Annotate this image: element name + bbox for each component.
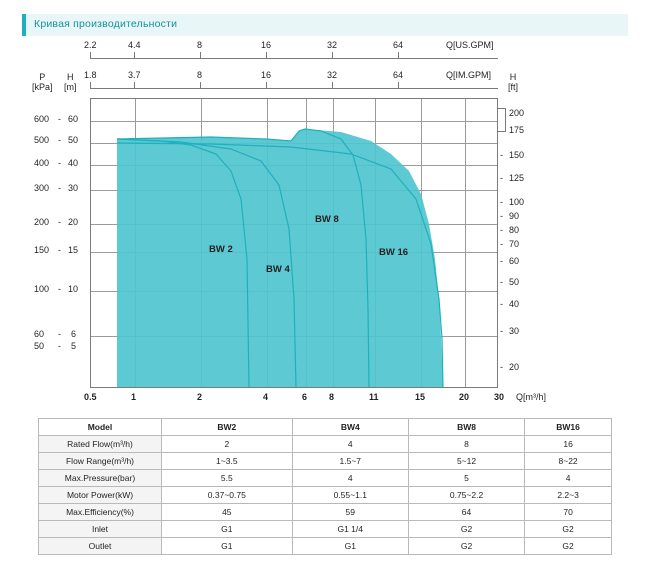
label-us-4: 16	[261, 40, 272, 50]
table-row	[39, 487, 612, 504]
dash-r-8: -	[500, 239, 503, 249]
cell-motor-power-bw8: 0.75~2.2	[408, 487, 524, 504]
label-ft-70: 70	[509, 239, 520, 249]
label-kpa-200: 200	[34, 217, 50, 227]
label-ft-20: 20	[509, 362, 520, 372]
axis-unit-ft: [ft]	[508, 82, 519, 92]
label-kpa-100: 100	[34, 284, 50, 294]
label-q-11: 11	[369, 392, 379, 402]
dash-r-5: -	[500, 197, 503, 207]
label-ft-90: 90	[509, 211, 520, 221]
label-m-15: 15	[68, 245, 79, 255]
cell-inlet-bw16: G2	[525, 521, 612, 538]
table-row	[39, 470, 612, 487]
label-ft-100: 100	[509, 197, 525, 207]
tick-us-4	[266, 52, 267, 58]
table-row	[39, 521, 612, 538]
row-label-motor-power: Motor Power(kW)	[39, 487, 162, 504]
header-accent-bar	[22, 14, 26, 36]
axis-line-us-gpm	[90, 58, 498, 59]
cell-outlet-bw4: G1	[292, 538, 408, 555]
cell-outlet-bw2: G1	[162, 538, 293, 555]
dash-5: -	[58, 217, 61, 227]
curve-label-bw2: BW 2	[209, 244, 233, 255]
dash-r-10: -	[500, 277, 503, 287]
cell-max-efficiency-bw2: 45	[162, 504, 293, 521]
curve-label-bw8: BW 8	[315, 214, 339, 225]
axis-name-h-right: H	[509, 72, 517, 82]
axis-name-p: P	[39, 72, 46, 82]
label-kpa-400: 400	[34, 158, 50, 168]
label-m-5: 5	[71, 341, 77, 351]
table-header-row	[39, 419, 612, 436]
cell-max-pressure-bw2: 5.5	[162, 470, 293, 487]
section-header	[22, 14, 628, 36]
label-kpa-500: 500	[34, 135, 50, 145]
label-im-2: 3.7	[128, 70, 141, 80]
label-ft-175: 175	[509, 125, 525, 135]
tick-im-1	[90, 82, 91, 88]
dash-r-6: -	[500, 211, 503, 221]
label-m-30: 30	[68, 183, 79, 193]
cell-flow-range-bw4: 1.5~7	[292, 453, 408, 470]
dash-r-13: -	[500, 362, 503, 372]
label-m-50: 50	[68, 135, 79, 145]
label-q-20: 20	[459, 392, 470, 402]
table-row	[39, 538, 612, 555]
dash-1: -	[58, 114, 61, 124]
label-us-5: 32	[327, 40, 338, 50]
tick-im-3	[200, 82, 201, 88]
tick-us-5	[332, 52, 333, 58]
label-us-1: 2.2	[84, 40, 97, 50]
tick-im-4	[266, 82, 267, 88]
cell-inlet-bw2: G1	[162, 521, 293, 538]
label-kpa-50: 50	[34, 341, 45, 351]
label-kpa-600: 600	[34, 114, 50, 124]
row-label-max-pressure: Max.Pressure(bar)	[39, 470, 162, 487]
dash-r-3: -	[500, 150, 503, 160]
tick-us-2	[134, 52, 135, 58]
cell-rated-flow-bw8: 8	[408, 436, 524, 453]
dash-9: -	[58, 341, 61, 351]
row-label-inlet: Inlet	[39, 521, 162, 538]
row-label-flow-range: Flow Range(m³/h)	[39, 453, 162, 470]
cell-motor-power-bw16: 2.2~3	[525, 487, 612, 504]
label-ft-30: 30	[509, 326, 520, 336]
axis-unit-kpa: [kPa]	[32, 82, 53, 92]
curve-svg	[91, 99, 498, 388]
table-header-bw2: BW2	[162, 419, 293, 436]
dash-r-4: -	[500, 173, 503, 183]
table-header-bw4: BW4	[292, 419, 408, 436]
table-row	[39, 436, 612, 453]
axis-line-im-gpm	[90, 88, 498, 89]
axis-label-h-ft	[508, 72, 518, 92]
plot-area	[90, 98, 498, 388]
label-us-6: 64	[393, 40, 404, 50]
cell-flow-range-bw8: 5~12	[408, 453, 524, 470]
dash-r-7: -	[500, 225, 503, 235]
axis-label-h-m	[64, 72, 77, 92]
label-us-2: 4.4	[128, 40, 141, 50]
label-ft-50: 50	[509, 277, 520, 287]
label-ft-125: 125	[509, 173, 525, 183]
curve-label-bw16: BW 16	[379, 247, 409, 258]
dash-4: -	[58, 183, 61, 193]
label-q-6: 6	[302, 392, 308, 402]
cell-motor-power-bw4: 0.55~1.1	[292, 487, 408, 504]
row-label-max-efficiency: Max.Efficiency(%)	[39, 504, 162, 521]
cell-max-efficiency-bw16: 70	[525, 504, 612, 521]
axis-label-im-gpm: Q[IM.GPM]	[446, 70, 491, 80]
tick-us-1	[90, 52, 91, 58]
cell-max-efficiency-bw4: 59	[292, 504, 408, 521]
label-ft-40: 40	[509, 299, 520, 309]
label-q-8: 8	[329, 392, 335, 402]
axis-label-q-m3h: Q[m³/h]	[516, 392, 547, 402]
label-m-60: 60	[68, 114, 79, 124]
cell-outlet-bw8: G2	[408, 538, 524, 555]
label-im-4: 16	[261, 70, 272, 80]
row-label-rated-flow: Rated Flow(m³/h)	[39, 436, 162, 453]
label-m-40: 40	[68, 158, 79, 168]
label-kpa-150: 150	[34, 245, 50, 255]
axis-unit-m: [m]	[64, 82, 77, 92]
curve-envelope-fill	[117, 129, 443, 387]
label-q-30: 30	[494, 392, 505, 402]
label-ft-200: 200	[509, 108, 525, 118]
label-us-3: 8	[197, 40, 203, 50]
row-label-outlet: Outlet	[39, 538, 162, 555]
label-m-10: 10	[68, 284, 79, 294]
label-q-2: 2	[197, 392, 203, 402]
cell-motor-power-bw2: 0.37~0.75	[162, 487, 293, 504]
label-q-15: 15	[415, 392, 426, 402]
label-m-20: 20	[68, 217, 79, 227]
cell-max-pressure-bw16: 4	[525, 470, 612, 487]
label-kpa-300: 300	[34, 183, 50, 193]
dash-6: -	[58, 245, 61, 255]
cell-max-pressure-bw8: 5	[408, 470, 524, 487]
cell-outlet-bw16: G2	[525, 538, 612, 555]
label-q-0-5: 0.5	[84, 392, 97, 402]
cell-rated-flow-bw4: 4	[292, 436, 408, 453]
tick-im-2	[134, 82, 135, 88]
dash-r-12: -	[500, 326, 503, 336]
label-m-6: 6	[71, 329, 77, 339]
axis-name-h-left: H	[67, 72, 74, 82]
dash-r-9: -	[500, 256, 503, 266]
label-ft-60: 60	[509, 256, 520, 266]
cell-max-efficiency-bw8: 64	[408, 504, 524, 521]
dash-8: -	[58, 329, 61, 339]
axis-label-us-gpm: Q[US.GPM]	[446, 40, 494, 50]
cell-flow-range-bw2: 1~3.5	[162, 453, 293, 470]
label-im-3: 8	[197, 70, 203, 80]
tick-im-6	[398, 82, 399, 88]
label-im-1: 1.8	[84, 70, 97, 80]
tick-us-3	[200, 52, 201, 58]
cell-flow-range-bw16: 8~22	[525, 453, 612, 470]
label-im-6: 64	[393, 70, 404, 80]
label-ft-150: 150	[509, 150, 525, 160]
table-header-bw8: BW8	[408, 419, 524, 436]
table-header-bw16: BW16	[525, 419, 612, 436]
cell-rated-flow-bw2: 2	[162, 436, 293, 453]
label-kpa-60: 60	[34, 329, 45, 339]
table-row	[39, 453, 612, 470]
page-title: Кривая производительности	[34, 18, 178, 30]
label-ft-80: 80	[509, 225, 520, 235]
label-q-1: 1	[131, 392, 137, 402]
performance-chart	[22, 40, 628, 402]
curve-label-bw4: BW 4	[266, 264, 290, 275]
cell-inlet-bw8: G2	[408, 521, 524, 538]
dash-7: -	[58, 284, 61, 294]
cell-inlet-bw4: G1 1/4	[292, 521, 408, 538]
label-q-4: 4	[263, 392, 269, 402]
dash-3: -	[58, 158, 61, 168]
dash-r-11: -	[500, 299, 503, 309]
tick-im-5	[332, 82, 333, 88]
table-row	[39, 504, 612, 521]
label-im-5: 32	[327, 70, 338, 80]
specifications-table	[38, 418, 612, 555]
cell-max-pressure-bw4: 4	[292, 470, 408, 487]
axis-label-p-kpa	[32, 72, 53, 92]
dash-2: -	[58, 135, 61, 145]
table-header-model: Model	[39, 419, 162, 436]
tick-us-6	[398, 52, 399, 58]
cell-rated-flow-bw16: 16	[525, 436, 612, 453]
